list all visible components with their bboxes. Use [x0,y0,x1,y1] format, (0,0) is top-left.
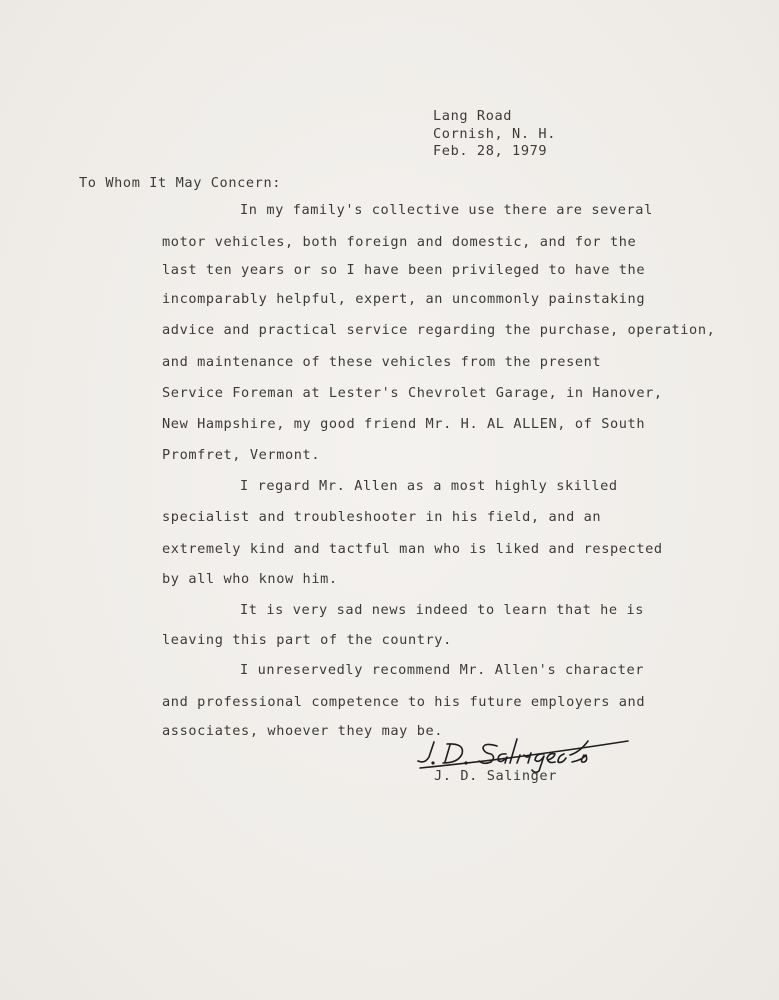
body-line: specialist and troubleshooter in his field, and an [162,509,602,525]
body-line: New Hampshire, my good friend Mr. H. AL ALLEN, of South [162,416,646,432]
body-line: and maintenance of these vehicles from the present [162,354,602,370]
address-town: Cornish, N. H. [433,125,556,142]
body-line: Service Foreman at Lester's Chevrolet Garage, in Hanover, [162,385,663,401]
body-line: extremely kind and tactful man who is liked and respected [162,541,663,557]
handwritten-signature [392,733,632,773]
body-line: incomparably helpful, expert, an uncommonly painstaking [162,291,646,307]
body-line: motor vehicles, both foreign and domestic, and for the [162,234,637,250]
body-line: leaving this part of the country. [162,632,452,648]
salutation: To Whom It May Concern: [79,175,282,191]
body-line: by all who know him. [162,571,338,587]
letter-date: Feb. 28, 1979 [433,143,548,159]
body-line: It is very sad news indeed to learn that he is [240,602,645,618]
printed-signature-name: J. D. Salinger [434,768,557,784]
address-street: Lang Road [433,108,513,124]
body-line: and professional competence to his future employers and [162,694,646,710]
body-line: I regard Mr. Allen as a most highly skilled [240,478,618,494]
body-line: In my family's collective use there are several [240,202,653,218]
body-line: last ten years or so I have been privileged to have the [162,262,646,278]
body-line: advice and practical service regarding the purchase, operation, [162,322,716,338]
body-line: Promfret, Vermont. [162,447,321,463]
body-line: associates, whoever they may be. [162,723,444,739]
sender-address-block [433,108,556,161]
body-line: I unreservedly recommend Mr. Allen's character [240,662,645,678]
